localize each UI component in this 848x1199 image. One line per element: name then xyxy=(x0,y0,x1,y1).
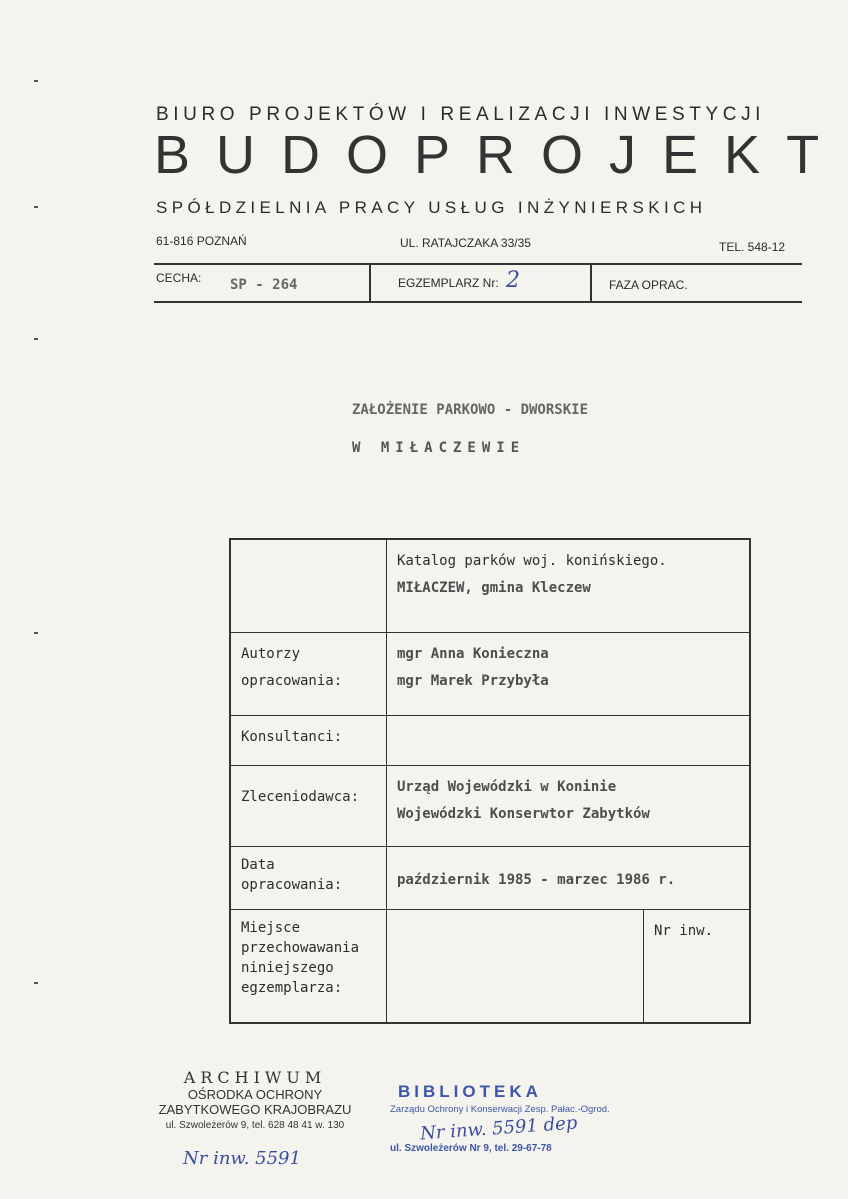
archive-stamp-line-4: ul. Szwoleżerów 9, tel. 628 48 41 w. 130 xyxy=(165,1120,345,1131)
header-company-name: BUDOPROJEKT xyxy=(154,125,846,185)
place-subtable xyxy=(387,910,749,1022)
inventory-label: Nr inw. xyxy=(654,923,714,940)
place-label-2: przechowawania xyxy=(241,940,360,957)
cecha-label: CECHA: xyxy=(156,271,202,285)
library-stamp-line-2: Zarządu Ochrony i Konserwacji Zesp. Pałac.-Ogrod. xyxy=(390,1104,610,1115)
header-phone: TEL. 548-12 xyxy=(719,240,786,254)
author-2: mgr Marek Przybyła xyxy=(397,672,549,689)
place-label-1: Miejsce xyxy=(241,920,301,937)
card-cell-place xyxy=(387,910,751,1023)
place-label-4: egzemplarza: xyxy=(241,980,343,997)
card-cell-client xyxy=(387,766,751,847)
inventory-cell xyxy=(644,910,750,1022)
consultants-label: Konsultanci: xyxy=(241,728,343,745)
client-label: Zleceniodawca: xyxy=(241,789,360,806)
client-2: Wojewódzki Konserwtor Zabytków xyxy=(397,806,650,823)
archive-stamp xyxy=(150,1068,360,1131)
archive-stamp-line-3: ZABYTKOWEGO KRAJOBRAZU xyxy=(158,1102,352,1117)
card-cell-authors-label xyxy=(230,632,387,715)
cecha-value: SP - 264 xyxy=(230,277,298,293)
client-1: Urząd Wojewódzki w Koninie xyxy=(397,779,617,796)
margin-mark xyxy=(34,982,38,984)
margin-mark xyxy=(34,338,38,340)
date-label-1: Data xyxy=(241,857,275,874)
library-stamp-line-3: ul. Szwoleżerów Nr 9, tel. 29-67-78 xyxy=(390,1143,552,1154)
header-street: UL. RATAJCZAKA 33/35 xyxy=(400,236,531,250)
date-label-2: opracowania: xyxy=(241,877,343,894)
catalog-line-1: Katalog parków woj. konińskiego. xyxy=(397,553,667,569)
card-row-catalog xyxy=(230,539,750,632)
egzemplarz-value: 2 xyxy=(506,268,520,293)
card-row-client xyxy=(230,766,750,847)
margin-mark xyxy=(34,632,38,634)
author-1: mgr Anna Konieczna xyxy=(397,645,549,662)
form-row-top-rule xyxy=(154,263,802,265)
authors-label-2: opracowania: xyxy=(241,672,343,689)
margin-mark xyxy=(34,206,38,208)
card-cell-empty xyxy=(230,539,387,632)
card-cell-catalog xyxy=(387,539,751,632)
catalog-card xyxy=(229,538,751,1024)
header-line-1: BIURO PROJEKTÓW I REALIZACJI INWESTYCJI xyxy=(156,104,766,125)
document-title-line-2: W MIŁACZEWIE xyxy=(352,440,526,456)
card-row-place xyxy=(230,910,750,1023)
form-row-divider xyxy=(590,263,592,302)
document-title-line-1: ZAŁOŻENIE PARKOWO - DWORSKIE xyxy=(352,402,589,418)
egzemplarz-label: EGZEMPLARZ Nr: xyxy=(398,276,499,290)
faza-label: FAZA OPRAC. xyxy=(609,278,688,292)
library-stamp-line-1: BIBLIOTEKA xyxy=(398,1082,542,1101)
card-row-date xyxy=(230,847,750,910)
card-cell-client-label xyxy=(230,766,387,847)
header-line-3: SPÓŁDZIELNIA PRACY USŁUG INŻYNIERSKICH xyxy=(156,198,707,217)
card-cell-date xyxy=(387,847,751,910)
card-cell-date-label xyxy=(230,847,387,910)
form-row-bottom-rule xyxy=(154,301,802,303)
card-cell-consultants xyxy=(387,715,751,766)
card-cell-authors xyxy=(387,632,751,715)
card-cell-consultants-label xyxy=(230,715,387,766)
archive-handwritten-inventory: Nr inw. 5591 xyxy=(183,1148,301,1169)
form-row-divider xyxy=(369,263,371,302)
library-handwritten-inventory: Nr inw. 5591 dep xyxy=(419,1112,578,1145)
margin-mark xyxy=(34,80,38,82)
catalog-line-2: MIŁACZEW, gmina Kleczew xyxy=(397,580,591,596)
header-postcode-city: 61-816 POZNAŃ xyxy=(156,234,247,248)
place-label-3: niniejszego xyxy=(241,960,334,977)
archive-stamp-line-1: ARCHIWUM xyxy=(183,1068,327,1087)
date-value: październik 1985 - marzec 1986 r. xyxy=(397,872,676,889)
card-cell-place-label xyxy=(230,910,387,1023)
place-value xyxy=(387,910,644,1022)
archive-stamp-line-2: OŚRODKA OCHRONY xyxy=(187,1087,323,1102)
card-row-authors xyxy=(230,632,750,715)
card-row-consultants xyxy=(230,715,750,766)
authors-label-1: Autorzy xyxy=(241,645,301,662)
